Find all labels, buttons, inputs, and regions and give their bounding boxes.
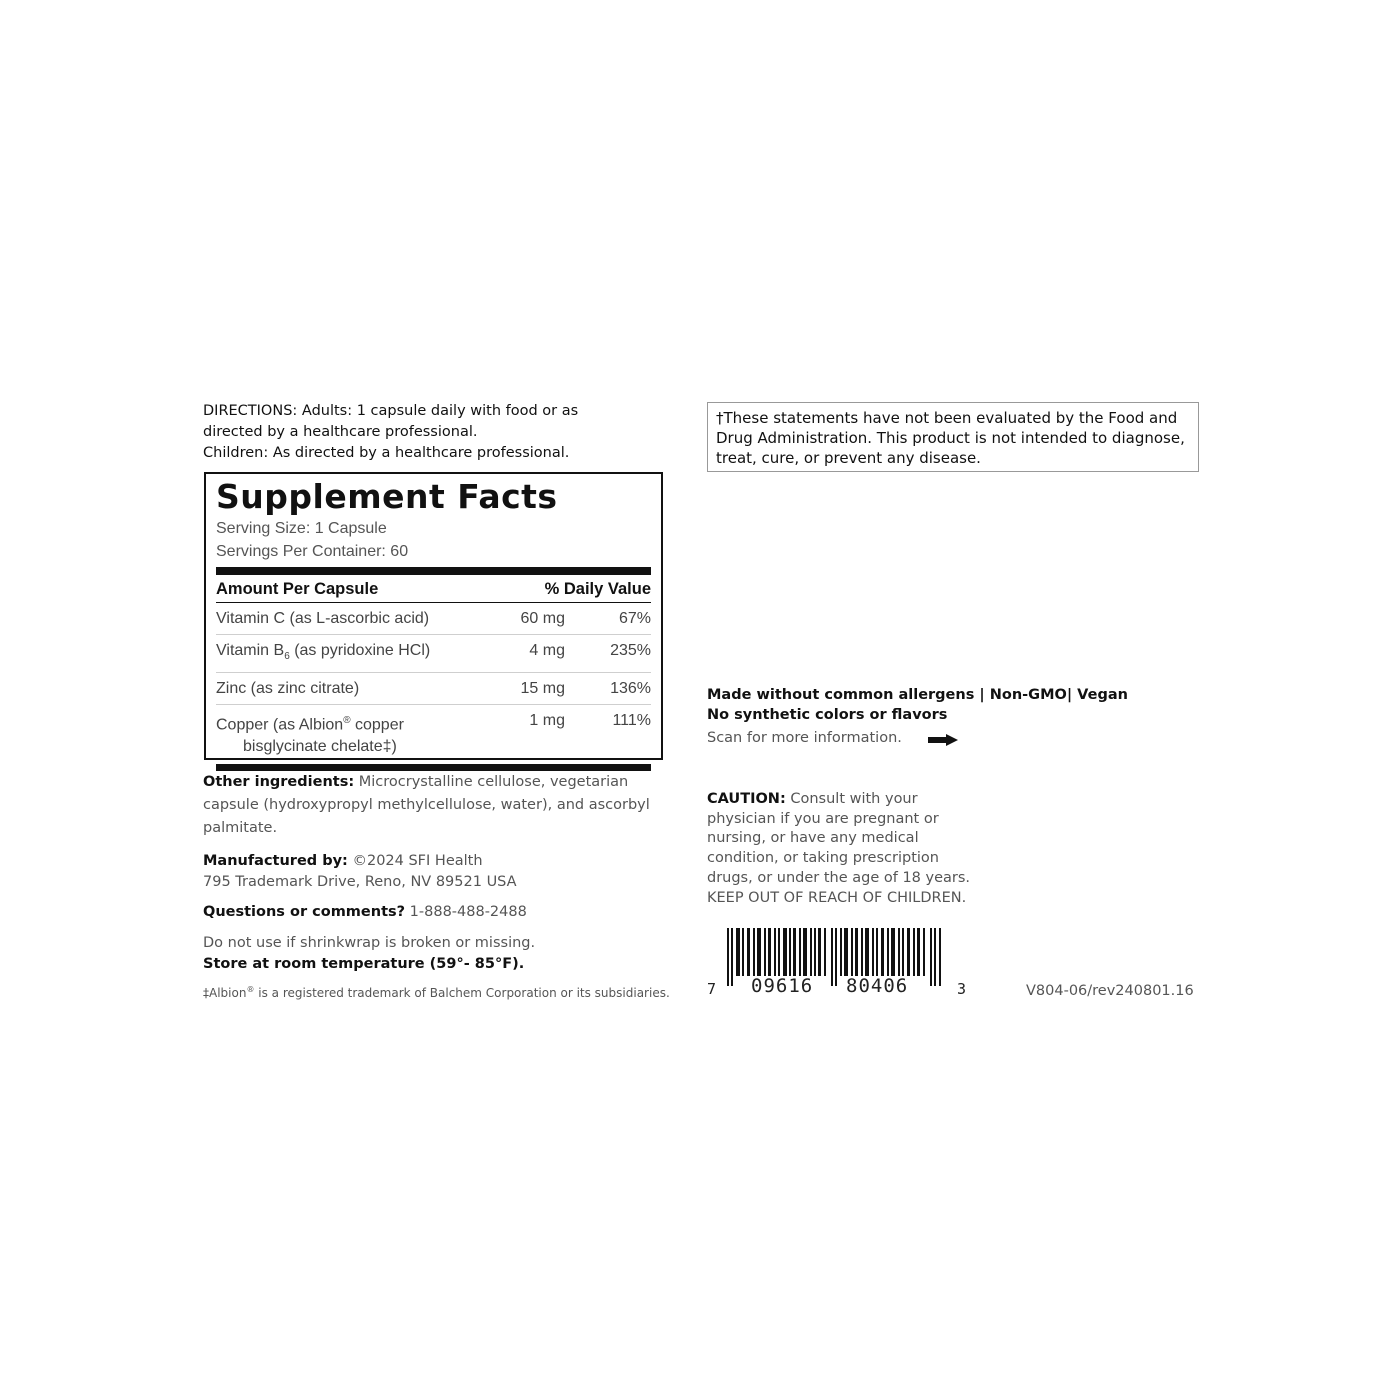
header-daily-value: % Daily Value — [544, 580, 651, 598]
header-amount: Amount Per Capsule — [216, 580, 379, 598]
arrow-right-icon — [928, 734, 958, 746]
servings-per-container: Servings Per Container: 60 — [216, 543, 409, 560]
nutrient-amount: 15 mg — [520, 680, 565, 698]
nutrient-name: Copper (as Albion® copper bisglycinate chelate‡) — [216, 715, 404, 755]
caution-label: CAUTION: — [707, 791, 786, 807]
other-ingredients-text: Microcrystalline cellulose, vegetarian capsule (hydroxypropyl methylcellulose, water), and ascorbyl palmitate. — [203, 774, 650, 836]
supplement-facts-title: Supplement Facts — [216, 477, 558, 516]
nutrient-daily-value: 67% — [618, 610, 651, 627]
nutrient-amount: 1 mg — [529, 712, 565, 730]
nutrient-name: Vitamin C (as L-ascorbic acid) — [216, 610, 430, 627]
shrinkwrap-warning: Do not use if shrinkwrap is broken or missing. — [203, 935, 536, 951]
nutrient-daily-value: 136% — [610, 680, 651, 698]
manufacturer-name: ©2024 SFI Health — [352, 853, 483, 869]
storage-temperature: Store at room temperature (59°- 85°F). — [203, 956, 525, 972]
manufacturer — [203, 851, 668, 893]
thick-divider — [216, 567, 651, 575]
nutrient-amount: 60 mg — [520, 610, 565, 627]
manufacturer-label: Manufactured by: — [203, 853, 348, 869]
nutrient-daily-value: 111% — [612, 712, 651, 730]
questions-label: Questions or comments? — [203, 904, 406, 920]
barcode-group-2: 80406 — [846, 975, 909, 997]
caution-text: Consult with your physician if you are pregnant or nursing, or have any medical condition, or taking prescription drugs, or under the age of 18 years. — [707, 791, 971, 886]
nutrient-row-vitamin-c — [216, 603, 651, 635]
scan-text: Scan for more information. — [707, 730, 902, 746]
barcode-right-digit: 3 — [957, 980, 967, 998]
phone-number[interactable]: 1-888-488-2488 — [409, 904, 527, 920]
other-ingredients — [203, 771, 668, 840]
supplement-facts-panel — [204, 472, 663, 760]
nutrient-name: Vitamin $B_6$ (as pyridoxine HCl) — [216, 642, 431, 663]
keep-out-warning: KEEP OUT OF REACH OF CHILDREN. — [707, 889, 967, 906]
directions-line-2: directed by a healthcare professional. — [203, 424, 478, 440]
nutrient-row-vitamin-b6 — [216, 635, 651, 673]
directions-adults-text: Adults: 1 capsule daily with food or as — [301, 403, 579, 419]
nutrient-name: Zinc (as zinc citrate) — [216, 680, 360, 698]
questions — [203, 902, 527, 923]
directions-children-text: Children: As directed by a healthcare professional. — [203, 445, 570, 461]
version-code: V804-06/rev240801.16 — [1026, 983, 1194, 999]
caution — [707, 790, 977, 908]
product-claims — [707, 685, 1128, 725]
thick-divider-bottom — [216, 764, 651, 771]
colors-claim: No synthetic colors or flavors — [707, 707, 948, 723]
directions — [203, 401, 673, 464]
barcode-left-digit: 7 — [707, 980, 717, 998]
barcode-group-1: 09616 — [751, 975, 814, 997]
storage — [203, 933, 535, 975]
serving-size: Serving Size: 1 Capsule — [216, 520, 387, 537]
trademark-note: ‡Albion® is a registered trademark of Balchem Corporation or its subsidiaries. — [203, 985, 670, 1000]
fda-disclaimer: †These statements have not been evaluated by the Food and Drug Administration. This product is not intended to diagnose, treat, cure, or prevent any disease. — [707, 402, 1199, 472]
facts-header-row — [216, 575, 651, 603]
nutrient-amount: 4 mg — [529, 642, 565, 659]
nutrient-daily-value: 235% — [610, 642, 651, 659]
manufacturer-address: 795 Trademark Drive, Reno, NV 89521 USA — [203, 874, 517, 890]
directions-line-1 — [203, 401, 673, 422]
nutrient-row-zinc — [216, 673, 651, 705]
nutrient-row-copper — [216, 705, 651, 761]
directions-label: DIRECTIONS: — [203, 403, 298, 419]
other-ingredients-label: Other ingredients: — [203, 774, 355, 790]
allergen-claim: Made without common allergens | Non-GMO| Vegan — [707, 687, 1128, 703]
